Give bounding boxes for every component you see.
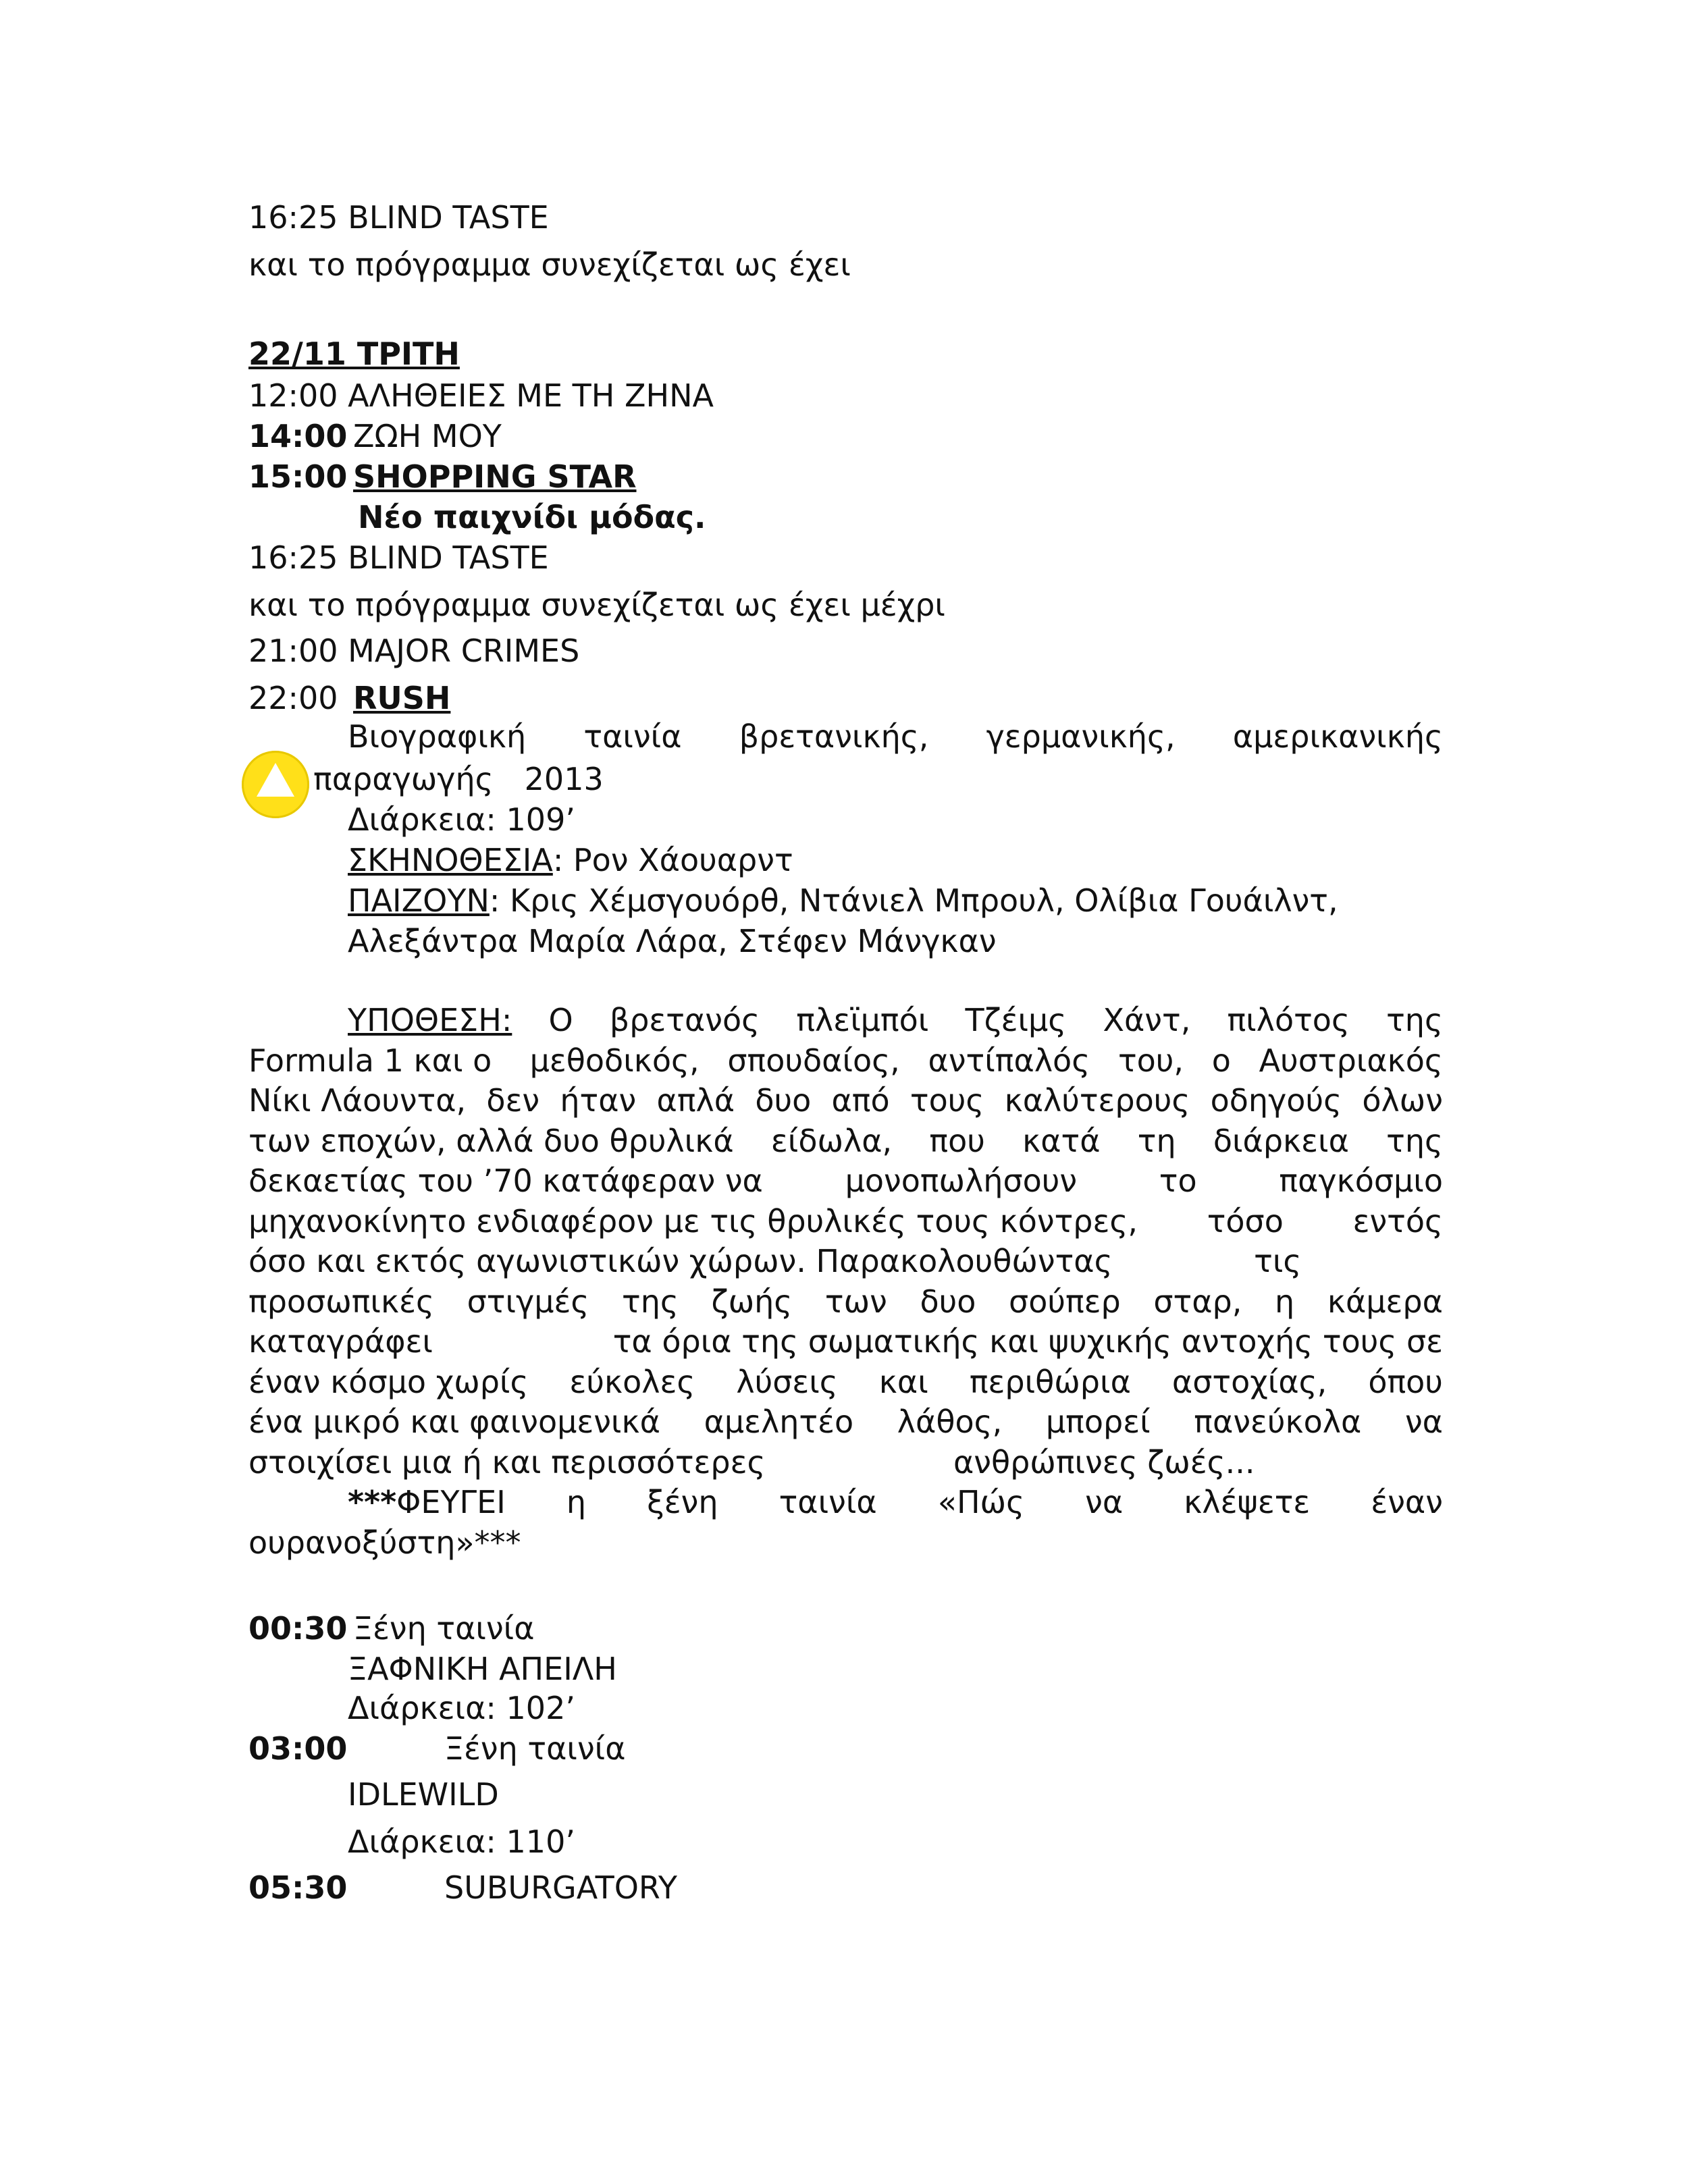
plot-word: σπουδαίος, [727,1042,900,1079]
schedule-time: 14:00 [248,418,348,454]
rush-cast-line1 [348,880,1338,921]
plot-line [248,1202,1443,1242]
cast-value: : Κρις Χέμσγουόρθ, Ντάνιελ Μπρουλ, Ολίβια Γουάιλντ, [489,882,1338,919]
schedule-label: Ξένη ταινία [353,1610,535,1647]
plot-word: εντός [1352,1202,1443,1240]
rush-genre [348,717,1443,757]
schedule-item-major-crimes: 21:00 MAJOR CRIMES [248,633,580,669]
plot-word: σούπερ [1009,1283,1121,1320]
plot-word: οδηγούς [1210,1082,1342,1119]
plot-word: όσο και εκτός αγωνιστικών χώρων. Παρακολουθώντας [248,1243,1113,1279]
plot-word: Τζέιμς [965,1002,1067,1038]
movie-duration-xafniki: Διάρκεια: 102’ [348,1690,575,1726]
plot-word: πανεύκολα [1194,1404,1362,1440]
note-word: η [566,1484,587,1520]
schedule-title: SUBURGATORY [444,1869,678,1906]
plot-word: ανθρώπινες ζωές... [953,1443,1255,1481]
plot-word: ο [1211,1042,1231,1079]
plot-word: δυο [920,1283,976,1320]
cast-label: ΠΑΙΖΟΥΝ [348,882,490,919]
plot-word: ένα μικρό και φαινομενικά [248,1404,660,1440]
plot-word: έναν κόσμο χωρίς [248,1363,529,1400]
plot-word: και [878,1363,928,1400]
plot-word: δεν [486,1082,540,1119]
plot-line [248,1362,1443,1403]
schedule-title: ΖΩΗ ΜΟΥ [353,418,502,454]
schedule-title: SHOPPING STAR [353,458,637,495]
note-word: «Πώς [937,1484,1025,1520]
note-word: κλέψετε [1184,1484,1311,1520]
plot-word: σταρ, [1153,1283,1242,1320]
plot-word: είδωλα, [770,1122,893,1159]
schedule-item-0030 [248,1608,535,1649]
plot-word: διάρκεια [1213,1122,1349,1159]
plot-word: από [831,1082,890,1119]
plot-word: καταγράφει [248,1323,433,1360]
genre-word: αμερικανικής [1232,718,1443,755]
plot-word: κάμερα [1327,1283,1443,1320]
plot-line [248,1402,1443,1443]
plot-word: ζωής [711,1283,793,1320]
plot-word: που [929,1122,985,1159]
rush-production-word: παραγωγής [313,761,494,797]
schedule-continues-prev: και το πρόγραμμα συνεχίζεται ως έχει [248,246,851,283]
schedule-time: 03:00 [248,1730,348,1767]
plot-word: στιγμές [467,1283,589,1320]
plot-word: όλων [1362,1082,1443,1119]
plot-word: λάθος, [897,1404,1003,1440]
director-value: : Ρον Χάουαρντ [552,842,793,878]
plot-word: αστοχίας, [1171,1363,1327,1400]
plot-line [248,1242,1443,1282]
genre-word: βρετανικής, [739,718,929,755]
schedule-label: Ξένη ταινία [444,1730,626,1767]
plot-word: Χάντ, [1103,1002,1191,1038]
plot-word: να [1404,1404,1443,1440]
rush-duration: Διάρκεια: 109’ [348,801,575,838]
rush-director [348,840,793,880]
plot-word: τα όρια της σωματικής και ψυχικής αντοχής τους σε [612,1323,1443,1360]
plot-word: τόσο [1207,1202,1284,1240]
plot-word: τη [1137,1122,1176,1159]
plot-word: μεθοδικός, [529,1042,700,1079]
parental-guidance-triangle-icon [242,751,309,818]
plot-word: αμελητέο [704,1404,854,1440]
schedule-blind-taste-prev: 16:25 BLIND TASTE [248,199,549,236]
schedule-item-rush [248,678,450,718]
plot-word: καλύτερους [1004,1082,1190,1119]
plot-line [248,1282,1443,1323]
schedule-continues-until: και το πρόγραμμα συνεχίζεται ως έχει μέχρι [248,587,945,623]
note-word: έναν [1371,1484,1443,1520]
plot-word: λύσεις [736,1363,838,1400]
rush-note [248,1483,1443,1563]
plot-word: του, [1117,1042,1184,1079]
genre-word: γερμανικής, [986,718,1176,755]
plot-word: Ο [548,1002,573,1038]
schedule-item-zoi [248,416,502,456]
plot-word: όπου [1368,1363,1443,1400]
schedule-time: 22:00 [248,680,338,716]
plot-word: των εποχών, αλλά δυο θρυλικά [248,1122,734,1159]
plot-word: της [1386,1002,1443,1038]
plot-line [248,1443,1443,1483]
note-prefix: *** [348,1484,397,1520]
plot-word: Νίκι Λάουντα, [248,1082,467,1119]
rush-cast-line2: Αλεξάντρα Μαρία Λάρα, Στέφεν Μάνγκαν [348,923,997,959]
shopping-star-description: Νέο παιχνίδι μόδας. [358,499,706,535]
plot-word: τις [1254,1243,1302,1279]
genre-word: Βιογραφική [348,718,527,755]
plot-word: ήταν [560,1082,637,1119]
plot-word: παγκόσμιο [1279,1163,1443,1199]
plot-word: στοιχίσει μια ή και περισσότερες [248,1443,766,1481]
plot-word: των [824,1283,887,1320]
plot-word: της [622,1283,679,1320]
schedule-item-shopping-star [248,456,637,497]
rush-year: 2013 [524,761,604,797]
plot-line [248,1041,1443,1082]
day-heading: 22/11 ΤΡΙΤΗ [248,336,460,372]
plot-word: το [1159,1163,1197,1199]
plot-word: εύκολες [569,1363,695,1400]
plot-word: πλεϊμπόι [796,1002,929,1038]
director-label: ΣΚΗΝΟΘΕΣΙΑ [348,842,553,878]
movie-duration-idlewild: Διάρκεια: 110’ [348,1823,575,1860]
plot-line [248,1001,1443,1041]
note-word: να [1085,1484,1124,1520]
plot-word: απλά [656,1082,735,1119]
plot-word: μηχανοκίνητο ενδιαφέρον με τις θρυλικές τους κόντρες, [248,1202,1138,1240]
schedule-item-0530 [248,1867,677,1908]
plot-label: ΥΠΟΘΕΣΗ: [348,1002,512,1038]
note-first [348,1483,506,1523]
note-word: ξένη [647,1484,718,1520]
schedule-time: 15:00 [248,458,348,495]
schedule-time: 05:30 [248,1869,348,1906]
plot-word: δεκαετίας του ’70 κατάφεραν να [248,1163,763,1199]
plot-word: η [1275,1283,1295,1320]
plot-word: περιθώρια [969,1363,1131,1400]
plot-word: Formula 1 και ο [248,1042,502,1079]
rush-production [313,759,604,799]
schedule-time: 00:30 [248,1610,348,1647]
schedule-item-blind-taste: 16:25 BLIND TASTE [248,539,549,576]
plot-word: μονοπωλήσουν [845,1163,1078,1199]
plot-line [248,1121,1443,1162]
plot-line [248,1322,1443,1362]
plot-line [248,1161,1443,1202]
plot-word: αντίπαλός [928,1042,1090,1079]
genre-word: ταινία [583,718,682,755]
plot-word: μπορεί [1045,1404,1151,1440]
plot-word: προσωπικές [248,1283,434,1320]
note-word: ΦΕΥΓΕΙ [396,1484,506,1520]
plot-line [248,1081,1443,1121]
note-line2: ουρανοξύστη»*** [248,1524,521,1561]
plot-word: της [1386,1122,1443,1159]
schedule-item-0300 [248,1728,626,1769]
note-word: ταινία [779,1484,877,1520]
plot-word: Αυστριακός [1259,1042,1443,1079]
schedule-item-alitheies: 12:00 ΑΛΗΘΕΙΕΣ ΜΕ ΤΗ ΖΗΝΑ [248,377,714,414]
rush-plot [248,1001,1443,1483]
plot-word: δυο [755,1082,812,1119]
movie-title-idlewild: IDLEWILD [348,1776,499,1813]
plot-word: βρετανός [609,1002,760,1038]
plot-word: πιλότος [1227,1002,1350,1038]
movie-title-xafniki: ΞΑΦΝΙΚΗ ΑΠΕΙΛΗ [348,1651,617,1687]
plot-word: κατά [1022,1122,1101,1159]
plot-word: τους [909,1082,984,1119]
schedule-title: RUSH [353,680,451,716]
